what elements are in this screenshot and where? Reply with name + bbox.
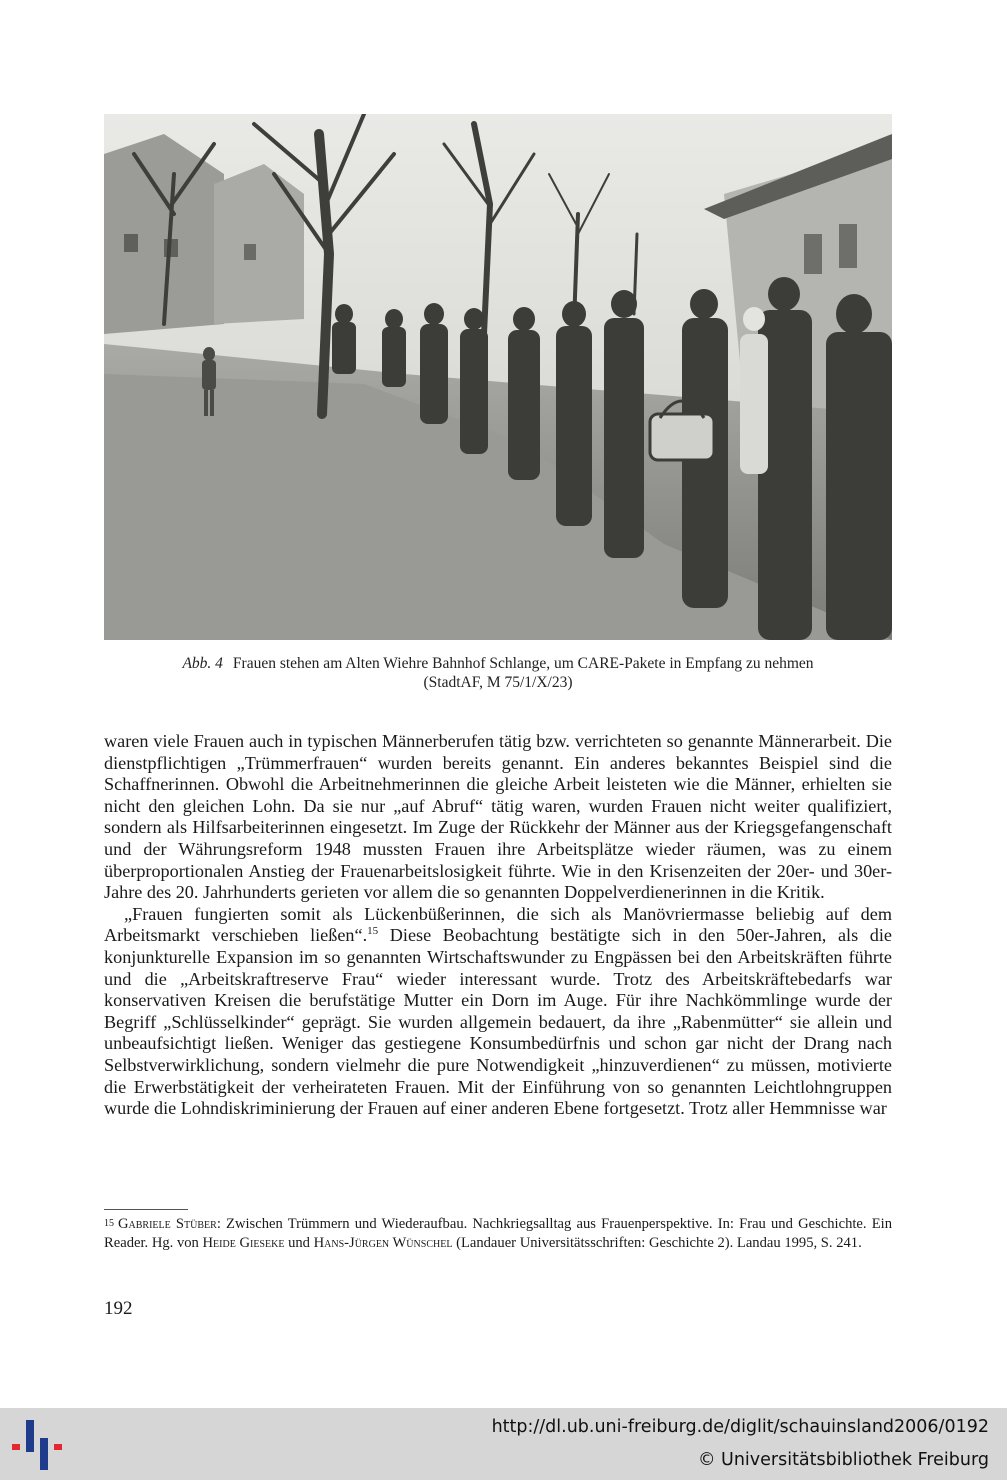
- logo-dash-red-2: [54, 1444, 62, 1450]
- logo-bar-blue-1: [26, 1420, 34, 1452]
- photo-illustration: [104, 114, 892, 640]
- footnote-number: 15: [104, 1218, 114, 1229]
- body-text: [104, 731, 892, 1120]
- footnote-divider: [104, 1209, 188, 1210]
- logo-dash-red-1: [12, 1444, 20, 1450]
- figure-caption: [104, 654, 892, 692]
- footer-bar: [0, 1408, 1007, 1480]
- footnote-text-2: und: [284, 1234, 314, 1251]
- library-logo-icon: [12, 1418, 64, 1470]
- logo-bar-blue-2: [40, 1438, 48, 1470]
- footnote-author-2: Heide Gieseke: [202, 1234, 285, 1251]
- footnote-text-1: : Zwischen Trümmern und Wiederaufbau. Nachkriegsalltag aus Frauenperspektive. In: Frau und Geschichte. Ein Reader. Hg. von: [104, 1216, 892, 1251]
- paragraph-2-rest: Diese Beobachtung bestätigte sich in den 50er-Jahren, als die konjunkturelle Expansion im so genannten Wirtschaftswunder zu Engpässen bei den Arbeitskräften führte und die „Arbeitskraftreserve Frau“ wieder interessant wurde. Trotz des Arbeitskräftebedarfs war konservativen Kreisen die berufstätige Mutter ein Dorn im Auge. Für ihre Nachkömmlinge wurde der Begriff „Schlüsselkinder“ geprägt. Sie wurden allgemein bedauert, da ihre „Rabenmütter“ sie allein und unbeaufsichtigt ließen. Weniger das gestiegene Konsumbedürfnis und schon gar nicht der Drang nach Selbstverwirklichung, sondern vielmehr die pure Notwendigkeit „hinzuverdienen“ zu müssen, motivierte die Erwerbstätigkeit der verheirateten Frauen. Mit der Einführung von so genannten Leichtlohngruppen wurde die Lohndiskriminierung der Frauen auf einer anderen Ebene fortgesetzt. Trotz aller Hemmnisse war: [104, 925, 893, 1119]
- caption-lead: Abb. 4: [182, 655, 223, 672]
- page-number: 192: [104, 1298, 133, 1319]
- caption-source: (StadtAF, M 75/1/X/23): [423, 674, 573, 691]
- historical-photo: [104, 114, 892, 640]
- paragraph-1: waren viele Frauen auch in typischen Männerberufen tätig bzw. verrichteten so genannte Männerarbeit. Die dienstpflichtigen „Trümmerfrauen“ wurden bereits genannt. Ein anderes bekanntes Beispiel sind die Schaffnerinnen. Obwohl die Arbeitnehmerinnen die gleiche Arbeit leisteten wie die Männer, erhielten sie nicht den gleichen Lohn. Da sie nur „auf Abruf“ tätig waren, wurden Frauen nicht weiter qualifiziert, sondern als Hilfsarbeiterinnen eingesetzt. Im Zuge der Rückkehr der Männer aus der Kriegsgefangenschaft und der Währungsreform 1948 mussten Frauen ihre Arbeitsplätze wieder räumen, was zu einem überproportionalen Anstieg der Frauenarbeitslosigkeit führte. Wie in den Krisenzeiten der 20er- und 30er-Jahre des 20. Jahrhunderts gerieten vor allem die so genannten Doppelverdienerinnen in die Kritik.: [104, 731, 892, 903]
- footnote-ref-15[interactable]: 15: [367, 925, 379, 938]
- permalink-url[interactable]: http://dl.ub.uni-freiburg.de/diglit/schauinsland2006/0192: [491, 1417, 989, 1437]
- footnote-text-3: (Landauer Universitätsschriften: Geschichte 2). Landau 1995, S. 241.: [452, 1234, 862, 1251]
- footnote-author-3: Hans-Jürgen Wünschel: [313, 1234, 453, 1251]
- copyright-notice: © Universitätsbibliothek Freiburg: [697, 1450, 989, 1470]
- paragraph-2: [104, 904, 892, 1120]
- caption-text: Frauen stehen am Alten Wiehre Bahnhof Schlange, um CARE-Pakete in Empfang zu nehmen: [232, 655, 814, 672]
- footnote-15: [104, 1215, 892, 1252]
- paragraph-2-start: „Frauen fungierten somit als Lückenbüßerinnen, die sich als Manövriermasse beliebig auf dem Arbeitsmarkt verschieben ließen“.: [104, 903, 892, 946]
- footnote-author-1: Gabriele Stüber: [118, 1216, 217, 1232]
